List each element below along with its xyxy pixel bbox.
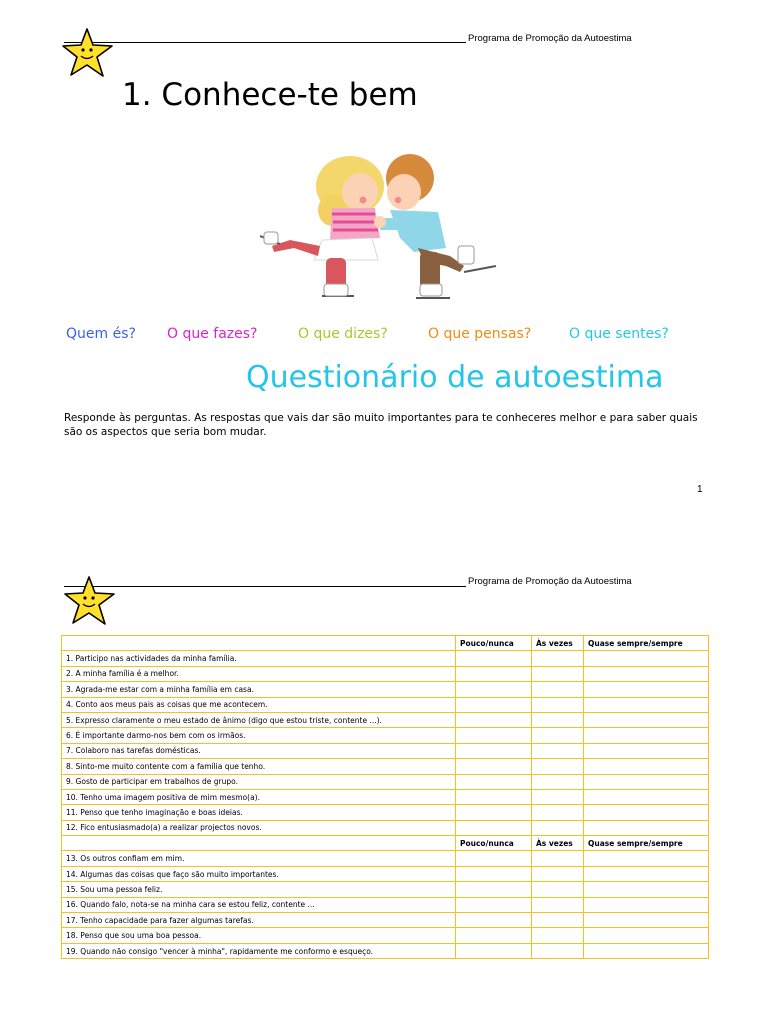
instructions-paragraph: Responde às perguntas. As respostas que vais dar são muito importantes para te conheceres melhor e para saber quais são os aspectos que seria bom mudar.: [64, 412, 698, 438]
table-row: [62, 897, 709, 912]
questionnaire-title: Questionário de autoestima: [246, 360, 664, 395]
statement-cell: 13. Os outros confiam em mim.: [62, 851, 456, 866]
answer-cell[interactable]: [584, 651, 709, 666]
column-header: Pouco/nunca: [456, 836, 532, 851]
column-header: Pouco/nunca: [456, 636, 532, 651]
statement-cell: 17. Tenho capacidade para fazer algumas tarefas.: [62, 913, 456, 928]
answer-cell[interactable]: [456, 928, 532, 943]
question-what-do-you-do: O que fazes?: [167, 326, 258, 342]
statement-cell: 2. A minha família é a melhor.: [62, 666, 456, 681]
answer-cell[interactable]: [584, 682, 709, 697]
statement-cell: 6. É importante darmo-nos bem com os irmãos.: [62, 728, 456, 743]
table-row: [62, 697, 709, 712]
answer-cell[interactable]: [456, 774, 532, 789]
answer-cell[interactable]: [584, 743, 709, 758]
table-row: [62, 651, 709, 666]
answer-cell[interactable]: [532, 928, 584, 943]
statement-cell: 18. Penso que sou uma boa pessoa.: [62, 928, 456, 943]
statement-cell: 19. Quando não consigo "vencer à minha", rapidamente me conformo e esqueço.: [62, 943, 456, 958]
table-row: [62, 728, 709, 743]
answer-cell[interactable]: [532, 728, 584, 743]
question-what-do-you-feel: O que sentes?: [569, 326, 669, 342]
column-header: Quase sempre/sempre: [584, 836, 709, 851]
answer-cell[interactable]: [532, 805, 584, 820]
answer-cell[interactable]: [532, 913, 584, 928]
header-program-title: Programa de Promoção da Autoestima: [468, 576, 632, 587]
answer-cell[interactable]: [532, 774, 584, 789]
statement-cell: 4. Conto aos meus pais as coisas que me acontecem.: [62, 697, 456, 712]
table-row: [62, 789, 709, 804]
answer-cell[interactable]: [532, 897, 584, 912]
answer-cell[interactable]: [584, 774, 709, 789]
table-row: [62, 943, 709, 958]
header-program-title: Programa de Promoção da Autoestima: [468, 33, 632, 44]
answer-cell[interactable]: [584, 943, 709, 958]
answer-cell[interactable]: [532, 666, 584, 681]
skating-children-illustration: [250, 148, 508, 310]
answer-cell[interactable]: [456, 943, 532, 958]
answer-cell[interactable]: [584, 820, 709, 835]
self-esteem-questionnaire-table: [61, 635, 709, 959]
answer-cell[interactable]: [584, 882, 709, 897]
statement-cell: 10. Tenho uma imagem positiva de mim mesmo(a).: [62, 789, 456, 804]
table-row: [62, 851, 709, 866]
statement-cell: 5. Expresso claramente o meu estado de ânimo (digo que estou triste, contente ...).: [62, 712, 456, 727]
statement-cell: 12. Fico entusiasmado(a) a realizar projectos novos.: [62, 820, 456, 835]
table-row: [62, 805, 709, 820]
question-what-do-you-think: O que pensas?: [428, 326, 532, 342]
section-heading: 1. Conhece-te bem: [122, 77, 418, 113]
answer-cell[interactable]: [532, 712, 584, 727]
header-blank-cell: [62, 836, 456, 851]
question-who-are-you: Quem és?: [66, 326, 136, 342]
answer-cell[interactable]: [456, 697, 532, 712]
answer-cell[interactable]: [584, 759, 709, 774]
reflection-questions: [0, 326, 768, 346]
answer-cell[interactable]: [532, 759, 584, 774]
answer-cell[interactable]: [456, 851, 532, 866]
answer-cell[interactable]: [456, 820, 532, 835]
table-row: [62, 712, 709, 727]
answer-cell[interactable]: [584, 928, 709, 943]
answer-cell[interactable]: [584, 805, 709, 820]
answer-cell[interactable]: [456, 913, 532, 928]
table-row: [62, 913, 709, 928]
answer-cell[interactable]: [532, 882, 584, 897]
table-header-row: [62, 636, 709, 651]
question-what-do-you-say: O que dizes?: [298, 326, 388, 342]
star-icon: [60, 26, 118, 80]
column-header: Às vezes: [532, 836, 584, 851]
statement-cell: 15. Sou uma pessoa feliz.: [62, 882, 456, 897]
table-header-row: [62, 836, 709, 851]
table-row: [62, 743, 709, 758]
table-row: [62, 682, 709, 697]
answer-cell[interactable]: [456, 712, 532, 727]
answer-cell[interactable]: [532, 866, 584, 881]
answer-cell[interactable]: [456, 805, 532, 820]
page-number: 1: [697, 484, 703, 495]
table-row: [62, 666, 709, 681]
answer-cell[interactable]: [584, 866, 709, 881]
answer-cell[interactable]: [532, 851, 584, 866]
statement-cell: 3. Agrada-me estar com a minha família em casa.: [62, 682, 456, 697]
answer-cell[interactable]: [532, 820, 584, 835]
answer-cell[interactable]: [456, 897, 532, 912]
answer-cell[interactable]: [584, 913, 709, 928]
statement-cell: 8. Sinto-me muito contente com a família que tenho.: [62, 759, 456, 774]
answer-cell[interactable]: [456, 651, 532, 666]
answer-cell[interactable]: [584, 697, 709, 712]
table-row: [62, 820, 709, 835]
answer-cell[interactable]: [584, 728, 709, 743]
column-header: Quase sempre/sempre: [584, 636, 709, 651]
table-row: [62, 774, 709, 789]
answer-cell[interactable]: [584, 712, 709, 727]
table-row: [62, 866, 709, 881]
answer-cell[interactable]: [532, 682, 584, 697]
answer-cell[interactable]: [532, 943, 584, 958]
column-header: Às vezes: [532, 636, 584, 651]
answer-cell[interactable]: [532, 789, 584, 804]
answer-cell[interactable]: [456, 743, 532, 758]
statement-cell: 1. Participo nas actividades da minha família.: [62, 651, 456, 666]
answer-cell[interactable]: [584, 666, 709, 681]
header-rule: [64, 42, 466, 43]
answer-cell[interactable]: [456, 866, 532, 881]
answer-cell[interactable]: [456, 882, 532, 897]
statement-cell: 16. Quando falo, nota-se na minha cara se estou feliz, contente ...: [62, 897, 456, 912]
answer-cell[interactable]: [584, 789, 709, 804]
answer-cell[interactable]: [532, 697, 584, 712]
statement-cell: 7. Colaboro nas tarefas domésticas.: [62, 743, 456, 758]
answer-cell[interactable]: [456, 789, 532, 804]
header-blank-cell: [62, 636, 456, 651]
statement-cell: 14. Algumas das coisas que faço são muito importantes.: [62, 866, 456, 881]
answer-cell[interactable]: [584, 851, 709, 866]
answer-cell[interactable]: [584, 897, 709, 912]
statement-cell: 11. Penso que tenho imaginação e boas ideias.: [62, 805, 456, 820]
answer-cell[interactable]: [456, 682, 532, 697]
page-2: [0, 560, 768, 1024]
table-row: [62, 928, 709, 943]
answer-cell[interactable]: [456, 666, 532, 681]
table-row: [62, 759, 709, 774]
answer-cell[interactable]: [532, 651, 584, 666]
header-rule: [64, 586, 466, 587]
answer-cell[interactable]: [532, 743, 584, 758]
table-row: [62, 882, 709, 897]
answer-cell[interactable]: [456, 728, 532, 743]
star-icon: [62, 574, 120, 628]
statement-cell: 9. Gosto de participar em trabalhos de grupo.: [62, 774, 456, 789]
answer-cell[interactable]: [456, 759, 532, 774]
